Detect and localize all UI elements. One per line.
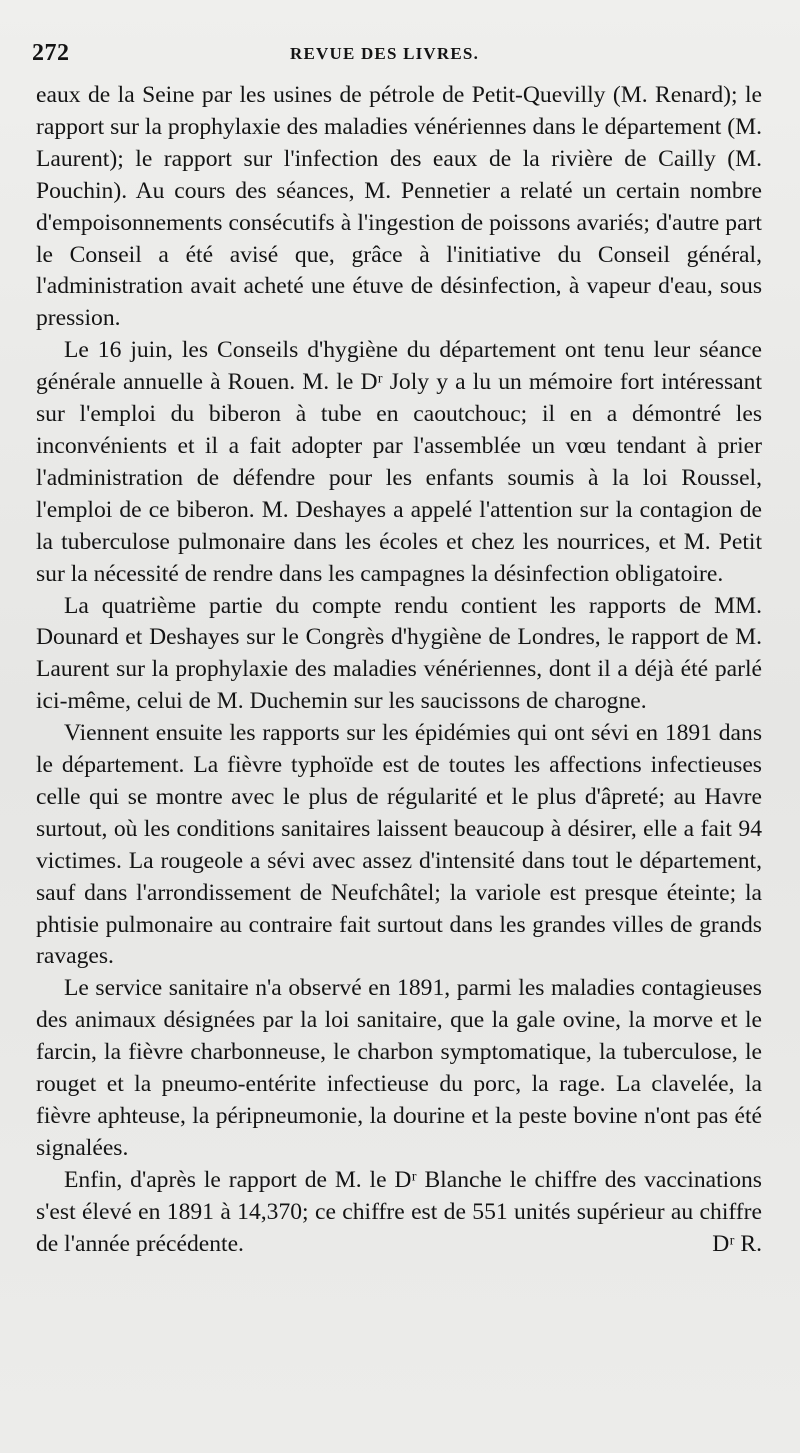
paragraph-vaccinations [36,1165,762,1261]
article-body [36,80,762,1261]
page-number: 272 [32,40,70,66]
page-header [32,40,772,70]
paragraph-sanitary-service: Le service sanitaire n'a observé en 1891, parmi les maladies contagieuses des animaux désignées par la loi sanitaire, que la gale ovine, la morve et le farcin, la fièvre charbonneuse, le charbon symptomatique, la tuberculose, le rouget et la pneumo-entérite infectieuse du porc, la rage. La clavelée, la fièvre aphteuse, la péripneumonie, la dourine et la peste bovine n'ont pas été signalées. [36,975,762,1161]
running-title: REVUE DES LIVRES. [290,44,480,63]
paragraph-continued: eaux de la Seine par les usines de pétrole de Petit-Quevilly (M. Renard); le rapport sur la prophylaxie des maladies vénériennes dans le département (M. Laurent); le rapport sur l'infection des eaux de la rivière de Cailly (M. Pouchin). Au cours des séances, M. Pennetier a relaté un certain nombre d'empoisonnements consécutifs à l'ingestion de poissons avariés; d'autre part le Conseil a été avisé que, grâce à l'initiative du Conseil général, l'administration avait acheté une étuve de désinfection, à vapeur d'eau, sous pression. [36,82,762,332]
paragraph-fourth-part: La quatrième partie du compte rendu contient les rapports de MM. Dounard et Deshayes sur le Congrès d'hygiène de Londres, le rapport de M. Laurent sur la prophylaxie des maladies vénériennes, dont il a déjà été parlé ici-même, celui de M. Duchemin sur les saucissons de charogne. [36,592,762,715]
paragraph-epidemics: Viennent ensuite les rapports sur les épidémies qui ont sévi en 1891 dans le département. La fièvre typhoïde est de toutes les affections infectieuses celle qui se montre avec le plus de régularité et le plus d'âpreté; au Havre surtout, où les conditions sanitaires laissent beaucoup à désirer, elle a fait 94 victimes. La rougeole a sévi avec assez d'intensité dans tout le département, sauf dans l'arrondissement de Neufchâtel; la variole est presque éteinte; la phtisie pulmonaire au contraire fait surtout dans les grandes villes de grands ravages. [36,720,762,970]
paragraph-vaccinations-text: Enfin, d'après le rapport de M. le Dʳ Blanche le chiffre des vaccinations s'est élevé en 1891 à 14,370; ce chiffre est de 551 unités supérieur au chiffre de l'année précédente. [36,1166,762,1257]
paragraph-hygiene-councils: Le 16 juin, les Conseils d'hygiène du département ont tenu leur séance générale annuelle à Rouen. M. le Dʳ Joly y a lu un mémoire fort intéressant sur l'emploi du biberon à tube en caoutchouc; il en a démontré les inconvénients et il a fait adopter par l'assemblée un vœu tendant à prier l'administration de défendre pour les enfants soumis à la loi Roussel, l'emploi de ce biberon. M. Deshayes a appelé l'attention sur la contagion de la tuberculose pulmonaire dans les écoles et chez les nourrices, et M. Petit sur la nécessité de rendre dans les campagnes la désinfection obligatoire. [36,337,762,587]
author-signature: Dʳ R. [712,1230,762,1257]
